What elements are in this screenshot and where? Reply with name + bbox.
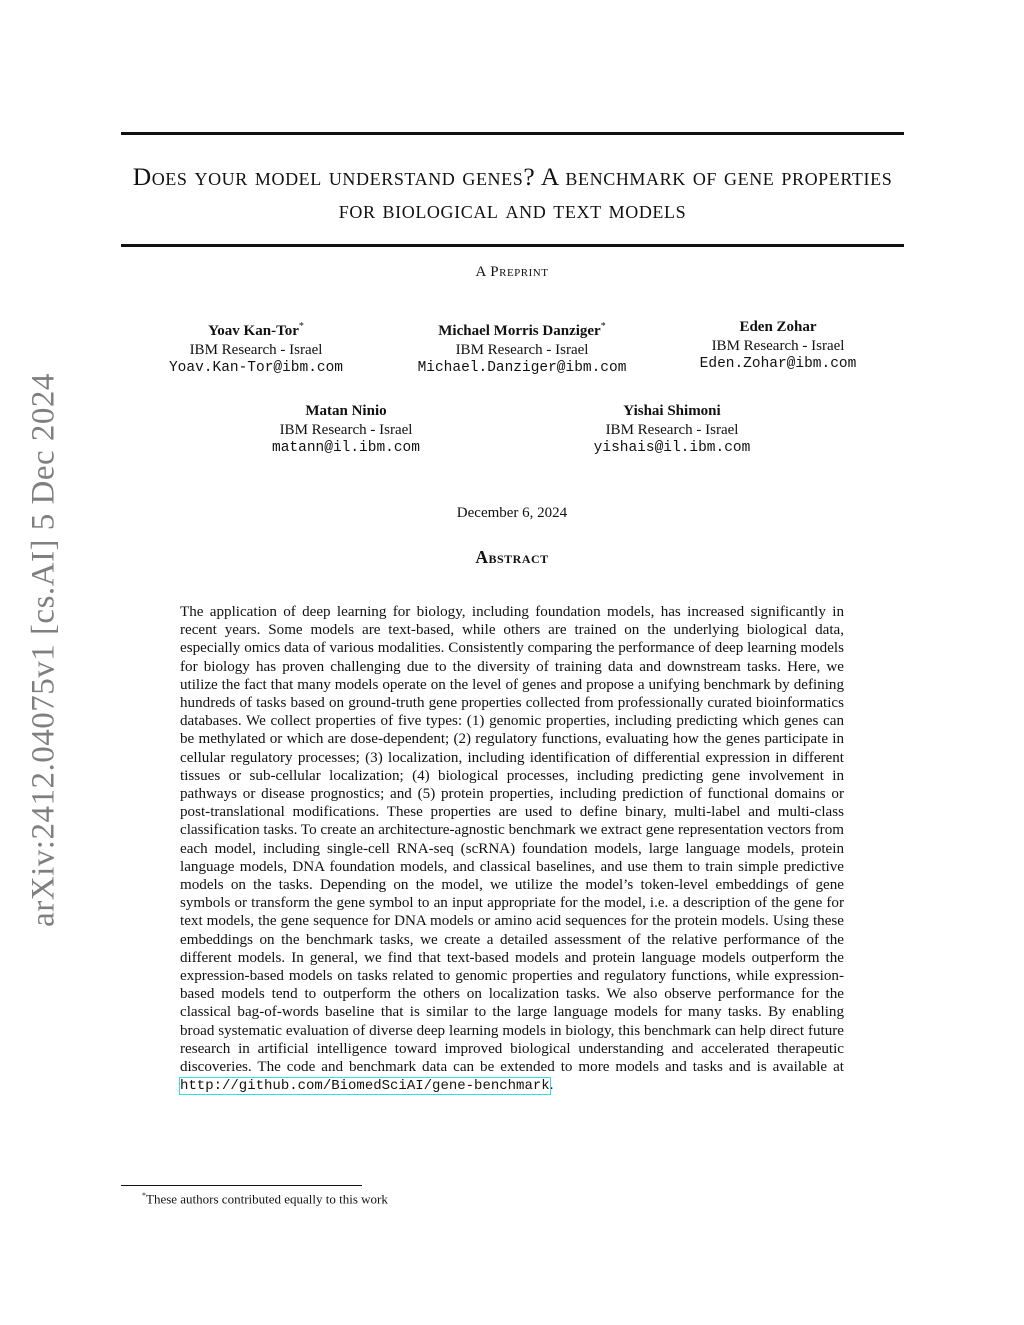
author-block [648,318,908,374]
author-affiliation: IBM Research - Israel [279,421,413,438]
abstract-heading: Abstract [475,547,549,567]
title-top-rule [121,132,904,135]
author-affiliation: IBM Research - Israel [189,341,323,358]
author-block [542,402,802,458]
author-email[interactable]: Yoav.Kan-Tor@ibm.com [168,360,344,376]
author-email[interactable]: yishais@il.ibm.com [593,440,751,456]
author-block [392,318,652,378]
author-email[interactable]: matann@il.ibm.com [272,440,420,456]
footnote-mark: * [142,1191,146,1200]
equal-contribution-mark: * [298,321,304,332]
author-name: Yoav Kan-Tor* [208,321,304,339]
arxiv-identifier-stamp: arXiv:2412.04075v1 [cs.AI] 5 Dec 2024 [25,373,62,927]
footnote-text: These authors contributed equally to this work [146,1191,388,1207]
equal-contribution-mark: * [600,321,606,332]
abstract-end-punctuation: . [549,1077,554,1094]
abstract-text: The application of deep learning for biology, including foundation models, has increased significantly in recent years. Some models are text-based, while others are trained on the underlying biological data, especially omics data of various modalities. Consistently comparing the performance of deep learning models for biology has proven challenging due to the diversity of training data and downstream tasks. Here, we utilize the fact that many models operate on the level of genes and propose a unifying benchmark by defining hundreds of tasks based on ground-truth gene properties collected from professionally curated bioinformatics databases. We collect properties of five types: (1) genomic properties, including predicting which genes can be methylated or which are dose-dependent; (2) regulatory functions, evaluating how the genes participate in cellular regulatory processes; (3) localization, including identification of differential expression in different tissues or sub-cellular localization; (4) biological processes, including predicting gene involvement in pathways or disease prognostics; and (5) protein properties, including prediction of functional domains or post-translational modifications. These properties are used to define binary, multi-label and multi-class classification tasks. To create an architecture-agnostic benchmark we extract gene representation vectors from each model, including single-cell RNA-seq (scRNA) foundation models, large language models, protein language models, DNA foundation models, and classical baselines, and use them to train simple predictive models on the tasks. Depending on the model, we utilize the model’s token-level embeddings of gene symbols or transform the gene symbol to an input appropriate for the model, i.e. a description of the gene for text models, the gene sequence for DNA models or amino acid sequences for the protein models. Using these embeddings on the benchmark tasks, we create a detailed assessment of the relative performance of the different models. In general, we find that text-based models and protein language models outperform the expression-based models on tasks related to genomic properties and regulatory functions, while expression-based models tend to outperform the others on localization tasks. We also observe performance for the classical bag-of-words baseline that is similar to the large language models for many tasks. By enabling broad systematic evaluation of diverse deep learning models in biology, this benchmark can help direct future research in artificial intelligence toward improved biological understanding and accelerated therapeutic discoveries. The code and benchmark data can be extended to more models and tasks and is available at [180,604,844,1076]
footnote-rule [121,1185,362,1186]
author-affiliation: IBM Research - Israel [605,421,739,438]
author-name: Eden Zohar [739,319,817,335]
author-affiliation: IBM Research - Israel [711,337,845,354]
author-name: Matan Ninio [305,403,387,419]
author-affiliation: IBM Research - Israel [455,341,589,358]
publication-date: December 6, 2024 [456,505,568,521]
author-email[interactable]: Michael.Danziger@ibm.com [417,360,627,376]
title-bottom-rule [121,244,904,247]
author-email[interactable]: Eden.Zohar@ibm.com [699,356,857,372]
github-repository-link[interactable]: http://github.com/BiomedSciAI/gene-benchmark [180,1078,550,1095]
author-block [216,402,476,458]
footnote [142,1191,388,1207]
paper-title: Does your model understand genes? A benchmark of gene properties for biological and text models [132,162,893,224]
preprint-label: A Preprint [475,264,549,280]
author-block [126,318,386,378]
author-name: Yishai Shimoni [623,403,721,419]
author-name: Michael Morris Danziger* [438,321,606,339]
abstract-body [180,603,844,1095]
